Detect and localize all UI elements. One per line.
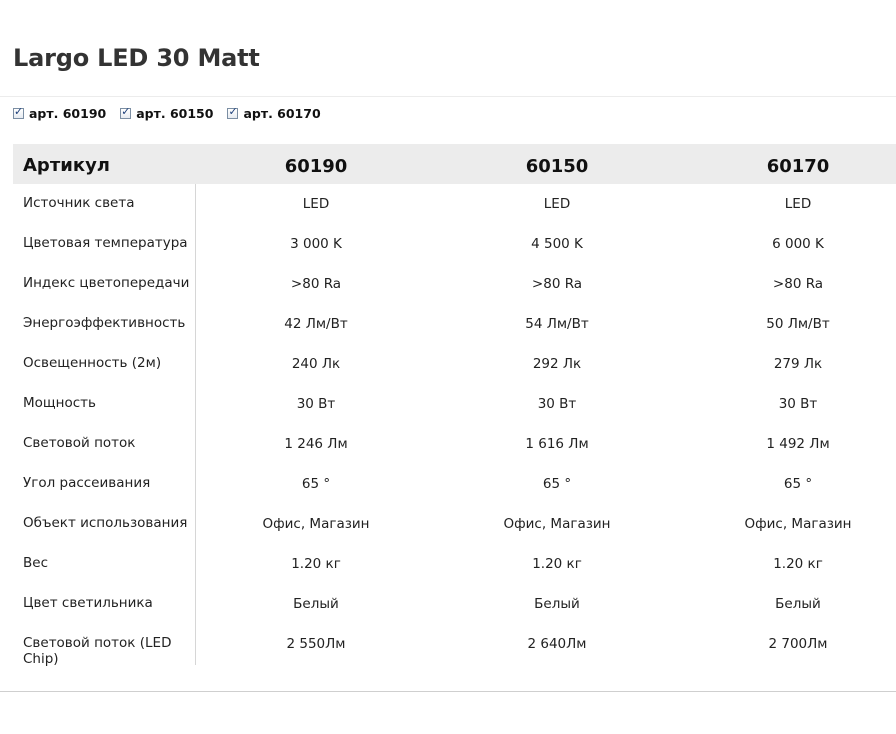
- table-row: [13, 224, 896, 264]
- row-value: 4 500 K: [531, 236, 583, 252]
- row-value: 6 000 K: [772, 236, 824, 252]
- row-value: 1 492 Лм: [766, 436, 830, 452]
- row-value: 65 °: [542, 476, 572, 492]
- row-value: Белый: [293, 596, 339, 612]
- row-value: 2 640Лм: [527, 636, 587, 652]
- filter-60190[interactable]: [13, 106, 106, 121]
- filter-label: арт. 60150: [136, 105, 214, 121]
- row-value: >80 Ra: [290, 276, 342, 292]
- row-value: Офис, Магазин: [262, 516, 370, 532]
- row-label: Мощность: [23, 395, 96, 411]
- article-filters: [13, 104, 335, 122]
- row-value: 240 Лк: [291, 356, 341, 372]
- row-value: 3 000 K: [290, 236, 342, 252]
- row-value: 65 °: [783, 476, 813, 492]
- header-article-60170: 60170: [766, 156, 830, 177]
- table-row: [13, 624, 896, 667]
- checkbox-60150[interactable]: [120, 104, 131, 119]
- row-label: Освещенность (2м): [23, 355, 162, 371]
- row-value: 1.20 кг: [532, 556, 582, 572]
- row-value: Офис, Магазин: [503, 516, 611, 532]
- row-value: >80 Ra: [531, 276, 583, 292]
- row-value: 2 550Лм: [286, 636, 346, 652]
- table-row: [13, 464, 896, 504]
- row-label: Световой поток: [23, 435, 136, 451]
- header-label: Артикул: [23, 155, 110, 176]
- row-label: Угол рассеивания: [23, 475, 151, 491]
- row-value: Белый: [534, 596, 580, 612]
- header-article-60190: 60190: [284, 156, 348, 177]
- row-label: Цвет светильника: [23, 595, 153, 611]
- row-value: 65 °: [301, 476, 331, 492]
- row-value: 1 246 Лм: [284, 436, 348, 452]
- row-value: >80 Ra: [772, 276, 824, 292]
- table-row: [13, 504, 896, 544]
- table-row: [13, 584, 896, 624]
- row-value: 30 Вт: [537, 396, 577, 412]
- checkmark-icon: ✓: [121, 104, 131, 118]
- title-divider: [0, 96, 896, 97]
- checkmark-icon: ✓: [228, 104, 238, 118]
- row-value: 30 Вт: [296, 396, 336, 412]
- row-label: Объект использования: [23, 515, 188, 531]
- filter-label: арт. 60170: [243, 105, 321, 121]
- row-value: 1.20 кг: [773, 556, 823, 572]
- table-row: [13, 544, 896, 584]
- row-label: Цветовая температура: [23, 235, 188, 251]
- row-value: Офис, Магазин: [744, 516, 852, 532]
- row-label: Световой поток (LED Chip): [23, 635, 172, 667]
- row-value: 1 616 Лм: [525, 436, 589, 452]
- filter-label: арт. 60190: [29, 105, 107, 121]
- row-value: Белый: [775, 596, 821, 612]
- table-row: [13, 264, 896, 304]
- table-header-row: [13, 144, 896, 184]
- table-row: [13, 304, 896, 344]
- row-value: LED: [302, 196, 330, 212]
- table-row: [13, 424, 896, 464]
- row-value: 30 Вт: [778, 396, 818, 412]
- table-row: [13, 184, 896, 224]
- row-label: Источник света: [23, 195, 135, 211]
- checkbox-60190[interactable]: [13, 104, 24, 119]
- checkbox-60170[interactable]: [227, 104, 238, 119]
- row-value: LED: [543, 196, 571, 212]
- row-label: Энергоэффективность: [23, 315, 186, 331]
- filter-60150[interactable]: [120, 106, 213, 121]
- row-value: 279 Лк: [773, 356, 823, 372]
- row-value: 1.20 кг: [291, 556, 341, 572]
- table-row: [13, 384, 896, 424]
- row-value: 42 Лм/Вт: [284, 316, 348, 332]
- row-label: Вес: [23, 555, 48, 571]
- table-row: [13, 344, 896, 384]
- page-title: Largo LED 30 Matt: [13, 44, 260, 72]
- header-article-60150: 60150: [525, 156, 589, 177]
- row-value: LED: [784, 196, 812, 212]
- row-value: 292 Лк: [532, 356, 582, 372]
- row-value: 50 Лм/Вт: [766, 316, 830, 332]
- filter-60170[interactable]: [227, 106, 320, 121]
- row-label: Индекс цветопередачи: [23, 275, 190, 291]
- bottom-divider: [0, 691, 896, 692]
- checkmark-icon: ✓: [14, 104, 24, 118]
- row-value: 2 700Лм: [768, 636, 828, 652]
- row-value: 54 Лм/Вт: [525, 316, 589, 332]
- comparison-table: [13, 144, 896, 667]
